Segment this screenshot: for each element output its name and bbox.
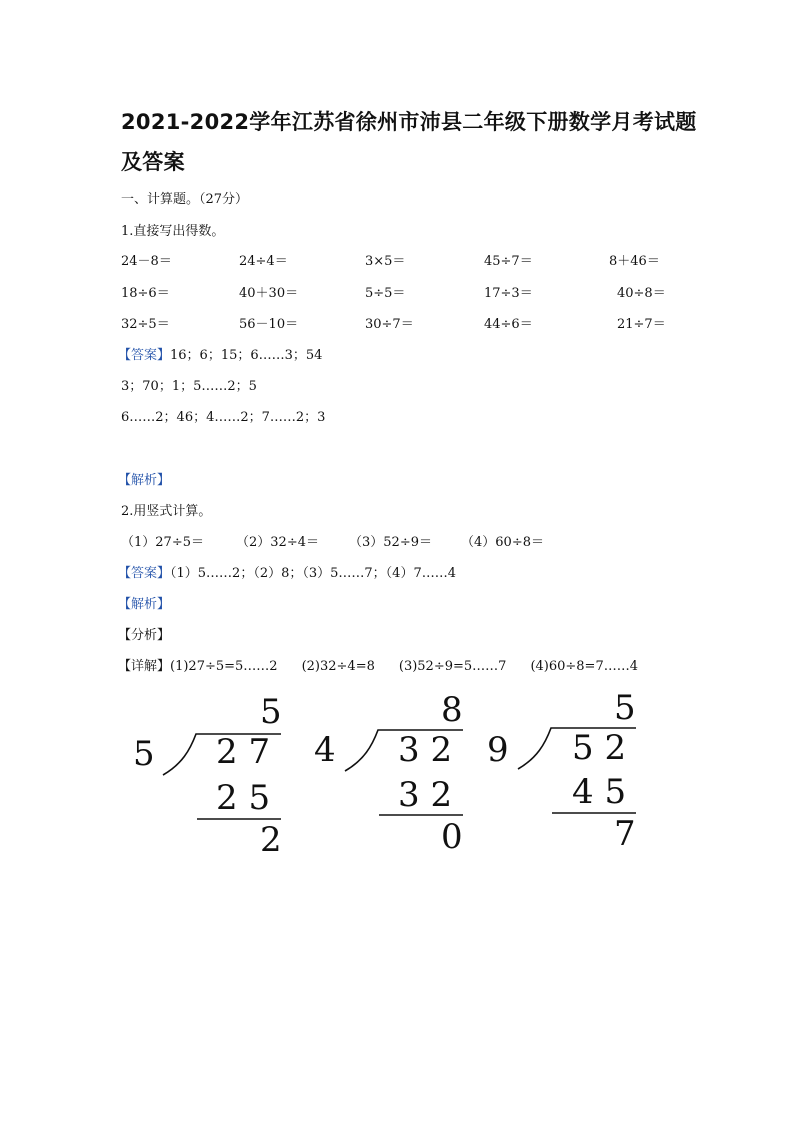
ld-product: 4 5 bbox=[572, 772, 627, 812]
q2-fenxi-tag: 【分析】 bbox=[118, 628, 171, 643]
ld-quotient: 5 bbox=[260, 692, 282, 732]
q2-problem: （3）52÷9＝ bbox=[349, 535, 432, 550]
q2-jiexi-tag: 【解析】 bbox=[118, 597, 171, 612]
ld-remainder: 0 bbox=[441, 817, 463, 857]
q1-cell: 44÷6＝ bbox=[484, 317, 533, 332]
q1-cell: 3×5＝ bbox=[365, 254, 406, 269]
answer-tag: 【答案】 bbox=[118, 348, 171, 363]
ld-dividend: 5 2 bbox=[572, 728, 627, 768]
q1-cell: 17÷3＝ bbox=[484, 286, 533, 301]
q1-cell: 18÷6＝ bbox=[121, 286, 170, 301]
section-heading: 一、计算题。（27分） bbox=[121, 192, 249, 207]
q1-cell: 21÷7＝ bbox=[617, 317, 666, 332]
q1-cell: 24－8＝ bbox=[121, 254, 172, 269]
q2-problem: （1）27÷5＝ bbox=[121, 535, 204, 550]
q1-cell: 5÷5＝ bbox=[365, 286, 406, 301]
answer-tag: 【答案】 bbox=[118, 566, 171, 581]
ld-dividend: 3 2 bbox=[398, 730, 453, 770]
detail-item: (2)32÷4=8 bbox=[301, 659, 375, 674]
q1-cell: 45÷7＝ bbox=[484, 254, 533, 269]
q1-cell: 40÷8＝ bbox=[617, 286, 666, 301]
q1-answer-line-2: 3；70；1；5……2；5 bbox=[121, 379, 257, 394]
q1-cell: 40＋30＝ bbox=[239, 286, 299, 301]
q1-cell: 24÷4＝ bbox=[239, 254, 288, 269]
ld-divisor: 5 bbox=[133, 734, 155, 774]
q1-cell: 56－10＝ bbox=[239, 317, 299, 332]
ld-product: 3 2 bbox=[398, 775, 453, 815]
answer-text: （1）5……2；（2）8；（3）5……7；（4）7……4 bbox=[170, 566, 456, 581]
question-1-title: 1.直接写出得数。 bbox=[121, 224, 225, 239]
q2-problem: （4）60÷8＝ bbox=[461, 535, 544, 550]
doc-title-line1: 2021-2022学年江苏省徐州市沛县二年级下册数学月考试题 bbox=[121, 110, 697, 134]
ld-divisor: 9 bbox=[487, 730, 509, 770]
detail-item: (4)60÷8=7……4 bbox=[530, 659, 638, 674]
q1-cell: 30÷7＝ bbox=[365, 317, 414, 332]
ld-remainder: 2 bbox=[260, 820, 282, 860]
q1-answer-line-3: 6……2；46；4……2；7……2；3 bbox=[121, 410, 326, 425]
ld-quotient: 8 bbox=[441, 690, 463, 730]
question-2-title: 2.用竖式计算。 bbox=[121, 504, 212, 519]
detail-item: (1)27÷5=5……2 bbox=[170, 659, 278, 674]
detail-item: (3)52÷9=5……7 bbox=[398, 659, 507, 674]
ld-quotient: 5 bbox=[614, 688, 636, 728]
ld-dividend: 2 7 bbox=[216, 732, 271, 772]
q1-jiexi-tag: 【解析】 bbox=[118, 473, 171, 488]
answer-text: 16；6；15；6……3；54 bbox=[170, 348, 323, 363]
ld-divisor: 4 bbox=[314, 730, 336, 770]
doc-title-line2: 及答案 bbox=[121, 150, 185, 174]
q1-cell: 32÷5＝ bbox=[121, 317, 170, 332]
ld-remainder: 7 bbox=[614, 814, 636, 854]
detail-tag: 【详解】 bbox=[118, 659, 171, 674]
q2-problem: （2）32÷4＝ bbox=[236, 535, 319, 550]
q1-cell: 8＋46＝ bbox=[609, 254, 660, 269]
ld-product: 2 5 bbox=[216, 778, 271, 818]
